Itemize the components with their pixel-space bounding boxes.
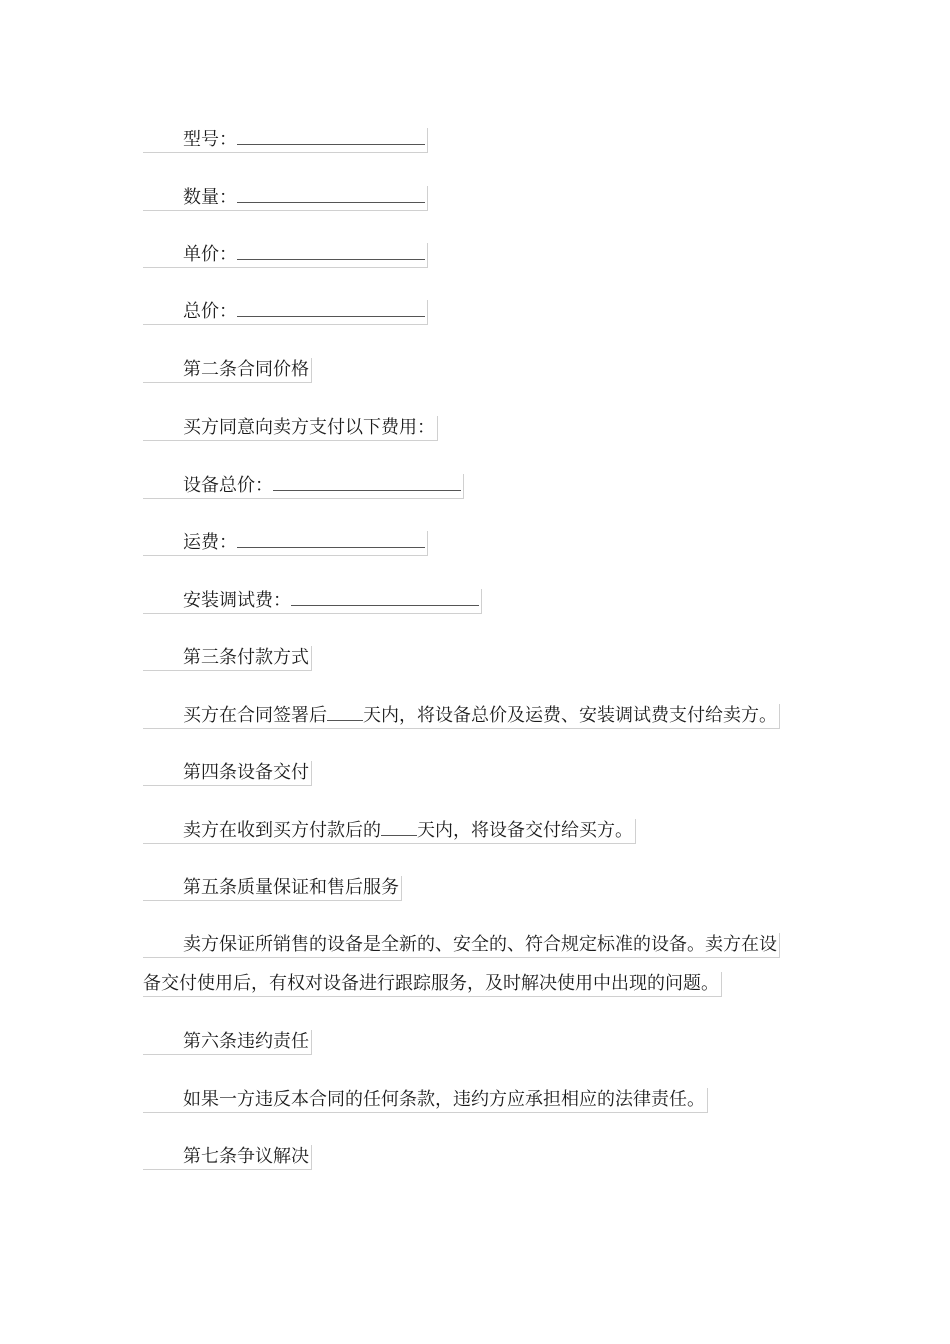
field-label: 单价： (183, 244, 237, 265)
paragraph-text: 卖方保证所销售的设备是全新的、安全的、符合规定标准的设备。卖方在设 (183, 934, 777, 955)
article-5-line-2 (143, 972, 722, 997)
article-2-intro (143, 416, 438, 441)
article-4-heading (143, 761, 312, 786)
heading-text: 第五条质量保证和售后服务 (183, 877, 399, 898)
text-before: 买方在合同签署后 (183, 705, 327, 726)
field-label: 设备总价： (183, 475, 273, 496)
field-equipment-total (143, 474, 464, 499)
heading-text: 第四条设备交付 (183, 762, 309, 783)
fill-blank[interactable] (237, 533, 425, 548)
field-label: 数量： (183, 187, 237, 208)
text-before: 卖方在收到买方付款后的 (183, 820, 381, 841)
field-quantity (143, 186, 428, 211)
fill-blank[interactable] (237, 245, 425, 260)
field-total-price (143, 300, 428, 325)
field-label: 总价： (183, 301, 237, 322)
article-7-heading (143, 1145, 312, 1170)
fill-blank[interactable] (237, 188, 425, 203)
field-label: 型号： (183, 129, 237, 150)
article-5-heading (143, 876, 402, 901)
field-installation-fee (143, 589, 482, 614)
field-unit-price (143, 243, 428, 268)
fill-blank[interactable] (237, 302, 425, 317)
days-blank[interactable] (381, 821, 417, 836)
text-after: 天内，将设备总价及运费、安装调试费支付给卖方。 (363, 705, 777, 726)
intro-text: 买方同意向卖方支付以下费用： (183, 417, 435, 438)
article-4-text (143, 819, 636, 844)
field-label: 运费： (183, 532, 237, 553)
field-freight (143, 531, 428, 556)
fill-blank[interactable] (237, 130, 425, 145)
heading-text: 第三条付款方式 (183, 647, 309, 668)
article-6-heading (143, 1030, 312, 1055)
article-5-line-1 (143, 933, 780, 958)
article-3-heading (143, 646, 312, 671)
field-model (143, 128, 428, 153)
field-label: 安装调试费： (183, 590, 291, 611)
days-blank[interactable] (327, 706, 363, 721)
article-3-text (143, 704, 780, 729)
article-2-heading (143, 358, 312, 383)
heading-text: 第七条争议解决 (183, 1146, 309, 1167)
heading-text: 第二条合同价格 (183, 359, 309, 380)
paragraph-text: 备交付使用后，有权对设备进行跟踪服务，及时解决使用中出现的问题。 (143, 973, 719, 994)
fill-blank[interactable] (291, 591, 479, 606)
fill-blank[interactable] (273, 476, 461, 491)
paragraph-text: 如果一方违反本合同的任何条款，违约方应承担相应的法律责任。 (183, 1089, 705, 1110)
text-after: 天内，将设备交付给买方。 (417, 820, 633, 841)
article-6-text (143, 1088, 708, 1113)
heading-text: 第六条违约责任 (183, 1031, 309, 1052)
